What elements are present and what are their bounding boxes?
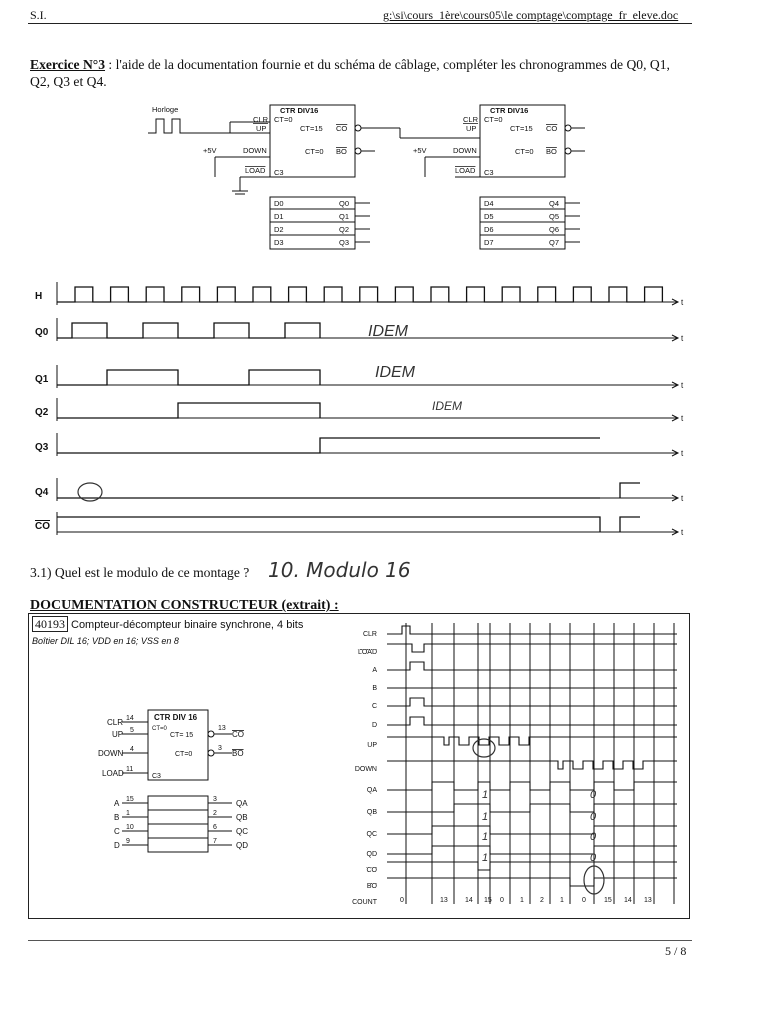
timing-label-q0: Q0 xyxy=(35,327,49,338)
counter2-ct15: CT=15 xyxy=(510,124,533,133)
doc-count-value: 1 xyxy=(520,897,524,904)
doc-label-c: C xyxy=(371,703,377,710)
doc-label-d: D xyxy=(371,722,377,729)
part-description: Compteur-décompteur binaire synchrone, 4 bits xyxy=(71,619,304,631)
doc-handwritten-circle-up xyxy=(473,739,495,757)
timing-diagram xyxy=(0,270,768,550)
counter2-ct0-bo: CT=0 xyxy=(515,147,534,156)
doc-count-value: 1 xyxy=(560,897,564,904)
timing-label-co: CO xyxy=(35,521,50,532)
svg-text:C3: C3 xyxy=(152,773,161,780)
counter1-ct0-bo: CT=0 xyxy=(305,147,324,156)
clock-symbol xyxy=(148,119,188,133)
chip-qd: QD xyxy=(236,841,248,850)
chip-pin-10: 10 xyxy=(126,824,134,831)
counter2-q5: Q5 xyxy=(549,212,560,221)
package-info: Boîtier DIL 16; VDD en 16; VSS en 8 xyxy=(32,636,179,646)
doc-label-clr: CLR xyxy=(362,631,377,638)
doc-handwritten-bit: 0 xyxy=(590,811,597,823)
timing-t-label: t xyxy=(681,449,684,458)
doc-count-value: 15 xyxy=(484,897,492,904)
counter2-clr: CLR xyxy=(463,115,479,124)
chip-pin-1: 1 xyxy=(126,810,130,817)
co-waveform xyxy=(57,517,640,532)
counter2-supply: +5V xyxy=(413,146,427,155)
footer-divider xyxy=(28,940,692,941)
svg-text:CT= 15: CT= 15 xyxy=(170,732,194,739)
doc-down-wave xyxy=(387,761,677,769)
doc-handwritten-bit: 1 xyxy=(482,831,489,843)
chip-pin-5: 5 xyxy=(130,727,134,734)
chip-pin-14: 14 xyxy=(126,715,134,722)
counter2-d7: D7 xyxy=(484,238,494,247)
chip-pin-4: 4 xyxy=(130,746,134,753)
timing-label-q3: Q3 xyxy=(35,442,49,453)
doc-label-b: B xyxy=(372,685,377,692)
doc-label-qd: QD xyxy=(366,851,377,858)
counter2-down: DOWN xyxy=(453,146,477,155)
counter2-c3: C3 xyxy=(484,168,494,177)
counter2-d4: D4 xyxy=(484,199,494,208)
header-file-path: g:\si\cours_1ère\cours05\le comptage\comptage_fr_eleve.doc xyxy=(383,8,679,22)
chip-qc: QC xyxy=(236,827,248,836)
doc-handwritten-bit: 1 xyxy=(482,852,489,864)
chip-b: B xyxy=(114,813,120,822)
chip-c: C xyxy=(114,827,120,836)
header-divider xyxy=(28,23,692,24)
doc-count-value: 14 xyxy=(465,897,473,904)
counter1-d2: D2 xyxy=(274,225,284,234)
chip-pin-12: 13 xyxy=(218,725,226,732)
exercise-statement xyxy=(30,56,690,90)
doc-handwritten-bit: 1 xyxy=(482,811,489,823)
counter2-co: CO xyxy=(546,124,558,133)
doc-count-value: 15 xyxy=(604,897,612,904)
counter2-up: UP xyxy=(466,124,477,133)
doc-label-up: UP xyxy=(367,742,377,749)
counter1-d3: D3 xyxy=(274,238,284,247)
clock-waveform xyxy=(57,287,662,302)
counter1-bo: BO xyxy=(336,147,347,156)
counter1-c3: C3 xyxy=(274,168,284,177)
doc-label-qa: QA xyxy=(366,787,377,794)
chip-title: CTR DIV 16 xyxy=(154,713,198,722)
doc-handwritten-bit: 0 xyxy=(590,789,597,801)
svg-text:BO: BO xyxy=(232,749,244,758)
q2-waveform xyxy=(57,403,320,418)
timing-t-label: t xyxy=(681,381,684,390)
timing-t-label: t xyxy=(681,528,684,537)
counter1-ct15: CT=15 xyxy=(300,124,323,133)
chip-symbol xyxy=(70,700,260,860)
doc-label-a: A xyxy=(372,667,377,674)
page-number: 5 / 8 xyxy=(665,944,687,958)
question-3-1: 3.1) Quel est le modulo de ce montage ? xyxy=(30,565,250,580)
timing-t-label: t xyxy=(681,298,684,307)
doc-label-down: DOWN xyxy=(354,766,377,773)
counter1-q1: Q1 xyxy=(339,212,350,221)
counter1-load: LOAD xyxy=(245,166,266,175)
chip-qa: QA xyxy=(236,799,248,808)
doc-handwritten-bit: 1 xyxy=(482,789,489,801)
chip-pin-9: 9 xyxy=(126,838,130,845)
chip-clr: CLR xyxy=(107,718,124,727)
doc-qa-wave xyxy=(387,782,677,790)
exercise-label: Exercice N°3 xyxy=(30,57,106,72)
doc-count-value: 0 xyxy=(400,897,404,904)
counter2-q4: Q4 xyxy=(549,199,560,208)
counter1-q3: Q3 xyxy=(339,238,350,247)
chip-a: A xyxy=(114,799,120,808)
chip-pin-3: 3 xyxy=(213,796,217,803)
q3-waveform xyxy=(57,438,600,453)
timing-label-q4: Q4 xyxy=(35,487,49,498)
doc-label-count: COUNT xyxy=(352,899,377,906)
doc-label-qb: QB xyxy=(366,809,377,816)
counter2-bo: BO xyxy=(546,147,557,156)
chip-pin-13: 3 xyxy=(218,745,222,752)
counter2-d5: D5 xyxy=(484,212,494,221)
doc-handwritten-bit: 0 xyxy=(590,852,597,864)
annotation-idem-q2: IDEM xyxy=(432,399,462,413)
documentation-title: DOCUMENTATION CONSTRUCTEUR (extrait) : xyxy=(30,598,339,613)
timing-t-label: t xyxy=(681,414,684,423)
doc-count-value: 2 xyxy=(540,897,544,904)
counter1-q2: Q2 xyxy=(339,225,350,234)
timing-t-label: t xyxy=(681,494,684,503)
counter2-d6: D6 xyxy=(484,225,494,234)
timing-label-h: H xyxy=(35,291,43,302)
counter1-ct0: CT=0 xyxy=(274,115,293,124)
chip-pin-15: 15 xyxy=(126,796,134,803)
counter1-down: DOWN xyxy=(243,146,267,155)
annotation-idem-q1: IDEM xyxy=(375,364,415,381)
timing-label-q2: Q2 xyxy=(35,407,49,418)
chip-down: DOWN xyxy=(98,749,124,758)
doc-label-bo: BO xyxy=(366,883,377,890)
chip-qb: QB xyxy=(236,813,248,822)
svg-text:CT=0: CT=0 xyxy=(175,751,193,758)
timing-t-label: t xyxy=(681,334,684,343)
counter2-q7: Q7 xyxy=(549,238,560,247)
counter1-d1: D1 xyxy=(274,212,284,221)
counter1-up: UP xyxy=(256,124,267,133)
doc-handwritten-bit: 0 xyxy=(590,831,597,843)
doc-label-load: LOAD xyxy=(357,649,377,656)
chip-pin-2: 2 xyxy=(213,810,217,817)
chip-up: UP xyxy=(112,730,124,739)
q4-waveform xyxy=(57,483,640,498)
svg-text:CT=0: CT=0 xyxy=(152,726,167,732)
counter2-ct0: CT=0 xyxy=(484,115,503,124)
counter2-title: CTR DIV16 xyxy=(490,106,529,115)
counter1-q0: Q0 xyxy=(339,199,350,208)
documentation-header xyxy=(32,617,303,632)
chip-load: LOAD xyxy=(102,769,124,778)
doc-count-value: 13 xyxy=(644,897,652,904)
exercise-text: : l'aide de la documentation fournie et du schéma de câblage, compléter les chronogrammes de Q0, Q1, Q2, Q3 et Q4. xyxy=(30,57,670,89)
clock-label: Horloge xyxy=(152,105,179,114)
doc-label-co: CO xyxy=(366,867,377,874)
wiring-schematic xyxy=(0,95,768,265)
chip-pin-6: 6 xyxy=(213,824,217,831)
question-3-1-answer: 10. Modulo 16 xyxy=(268,558,411,582)
chip-d: D xyxy=(114,841,120,850)
doc-count-value: 0 xyxy=(500,897,504,904)
svg-text:CO: CO xyxy=(232,730,244,739)
counter1-co: CO xyxy=(336,124,348,133)
doc-count-value: 13 xyxy=(440,897,448,904)
annotation-idem-q0: IDEM xyxy=(368,323,408,340)
counter1-supply: +5V xyxy=(203,146,217,155)
q1-waveform xyxy=(57,370,320,385)
q0-waveform xyxy=(57,323,320,338)
counter2-q6: Q6 xyxy=(549,225,560,234)
counter1-d0: D0 xyxy=(274,199,284,208)
chip-pin-11: 11 xyxy=(126,766,134,773)
manufacturer-timing-diagram xyxy=(332,618,686,914)
timing-label-q1: Q1 xyxy=(35,374,49,385)
counter1-clr: CLR xyxy=(253,115,269,124)
header-left: S.I. xyxy=(30,8,47,22)
doc-count-value: 0 xyxy=(582,897,586,904)
counter2-load: LOAD xyxy=(455,166,476,175)
doc-label-qc: QC xyxy=(366,831,377,838)
doc-count-value: 14 xyxy=(624,897,632,904)
chip-pin-7: 7 xyxy=(213,838,217,845)
counter1-title: CTR DIV16 xyxy=(280,106,319,115)
part-number: 40193 xyxy=(32,616,68,632)
